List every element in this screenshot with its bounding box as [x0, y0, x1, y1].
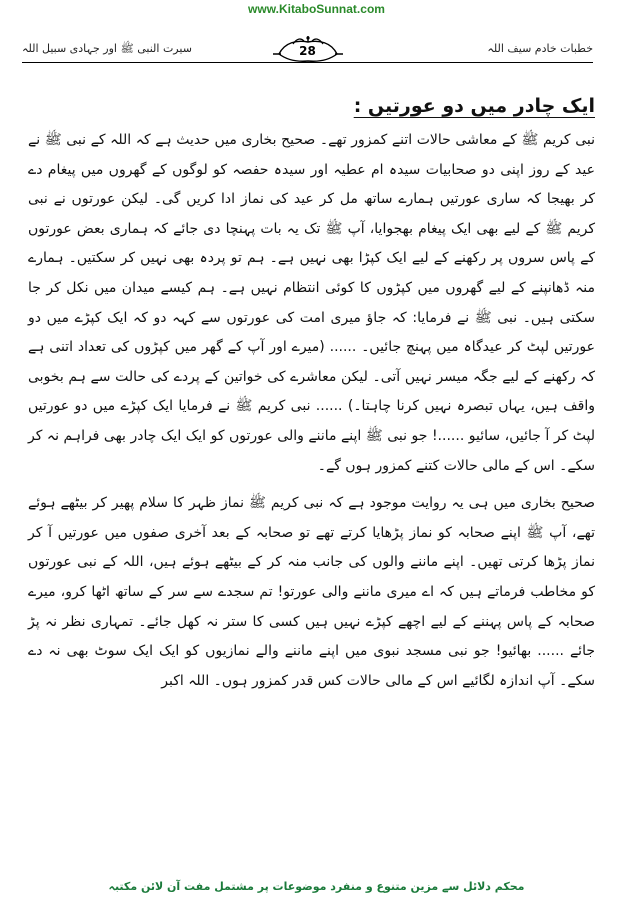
page-header [22, 36, 593, 68]
site-url[interactable]: www.KitaboSunnat.com [248, 2, 385, 16]
footer-tagline: محکم دلائل سے مزین متنوع و منفرد موضوعات پر مشتمل مفت آن لائن مکتبہ [108, 880, 525, 893]
page-content [28, 92, 595, 696]
page-number-badge [271, 36, 345, 64]
header-book-title: خطبات خادم سیف اللہ [487, 42, 593, 55]
section-title: ایک چادر میں دو عورتیں : [353, 95, 595, 117]
paragraph: نبی کریم ﷺ کے معاشی حالات اتنے کمزور تھے۔ صحیح بخاری میں حدیث ہے کہ اللہ کے نبی ﷺ نے عید کے روز اپنی دو صحابیات سیدہ ام عطیہ اور سیدہ حفصہ کو لوگوں کے گھروں میں پیغام دے کر بھیجا کہ ساری عورتیں ہمارے ساتھ مل کر عید کی نماز ادا کریں گی۔ لیکن عورتوں نے نبی کریم ﷺ کے لیے بھی ایک پیغام بھجوایا، آپ ﷺ تک یہ بات پہنچا دی جائے کہ ہماری بعض عورتوں کے پاس سروں پر رکھنے کے لیے ایک کپڑا بھی نہیں ہے۔ ہم تو پردہ بھی نہیں کر سکتیں۔ ہمارے منہ ڈھانپنے کے لیے گھروں میں کپڑوں کا کوئی انتظام نہیں ہے۔ ہم کیسے میدان میں نکل کر جا سکتی ہیں۔ نبی ﷺ نے فرمایا: کہ جاؤ میری امت کی عورتوں سے کہہ دو کہ ایک کپڑے میں دو عورتیں لپٹ کر عیدگاہ میں پہنچ جائیں۔ ...... (میرے اور آپ کے گھر میں کپڑوں کی تعداد اتنی ہے کہ رکھنے کے لیے جگہ میسر نہیں آتی۔ لیکن معاشرے کی خواتین کے پردے کی حالت سے ہم بخوبی واقف ہیں، یہاں تبصرہ نہیں کرنا چاہتا۔) ...... نبی کریم ﷺ نے فرمایا ایک کپڑے میں دو عورتیں لپٹ کر آ جائیں، سائیو ......! جو نبی ﷺ اپنے ماننے والی عورتوں کو ایک ایک چادر بھی فراہم نہ کر سکے۔ اس کے مالی حالات کتنے کمزور ہوں گے۔ [28, 132, 595, 474]
header-chapter-title: سیرت النبی ﷺ اور جہادی سبیل اللہ [22, 42, 192, 55]
page-number: 28 [299, 44, 316, 58]
header-rule [22, 62, 593, 63]
paragraph: صحیح بخاری میں ہی یہ روایت موجود ہے کہ نبی کریم ﷺ نماز ظہر کا سلام پھیر کر بیٹھے ہوئے تھے، آپ ﷺ اپنے صحابہ کو نماز پڑھایا کرتے تھے تو صحابہ کے بعد آخری صفوں میں عورتیں آ کر نماز پڑھا کرتی تھیں۔ اپنے ماننے والوں کی جانب منہ کر کے بیٹھے ہوئے ہیں، اللہ کے نبی عورتوں کو مخاطب فرماتے ہیں کہ اے میری ماننے والی عورتو! تم سجدے سے سر کے ساتھ اٹھا کرو، میرے صحابہ کے پاس پہننے کے لیے اچھے کپڑے نہیں ہیں کسی کا ستر نہ کھل جائے۔ تمہاری نظر نہ پڑ جائے ...... بھائیو! جو نبی مسجد نبوی میں اپنے ماننے والے نمازیوں کو ایک ایک سوٹ بھی نہ دے سکے۔ آپ اندازہ لگائیے اس کے مالی حالات کس قدر کمزور ہوں۔ اللہ اکبر [28, 495, 595, 689]
